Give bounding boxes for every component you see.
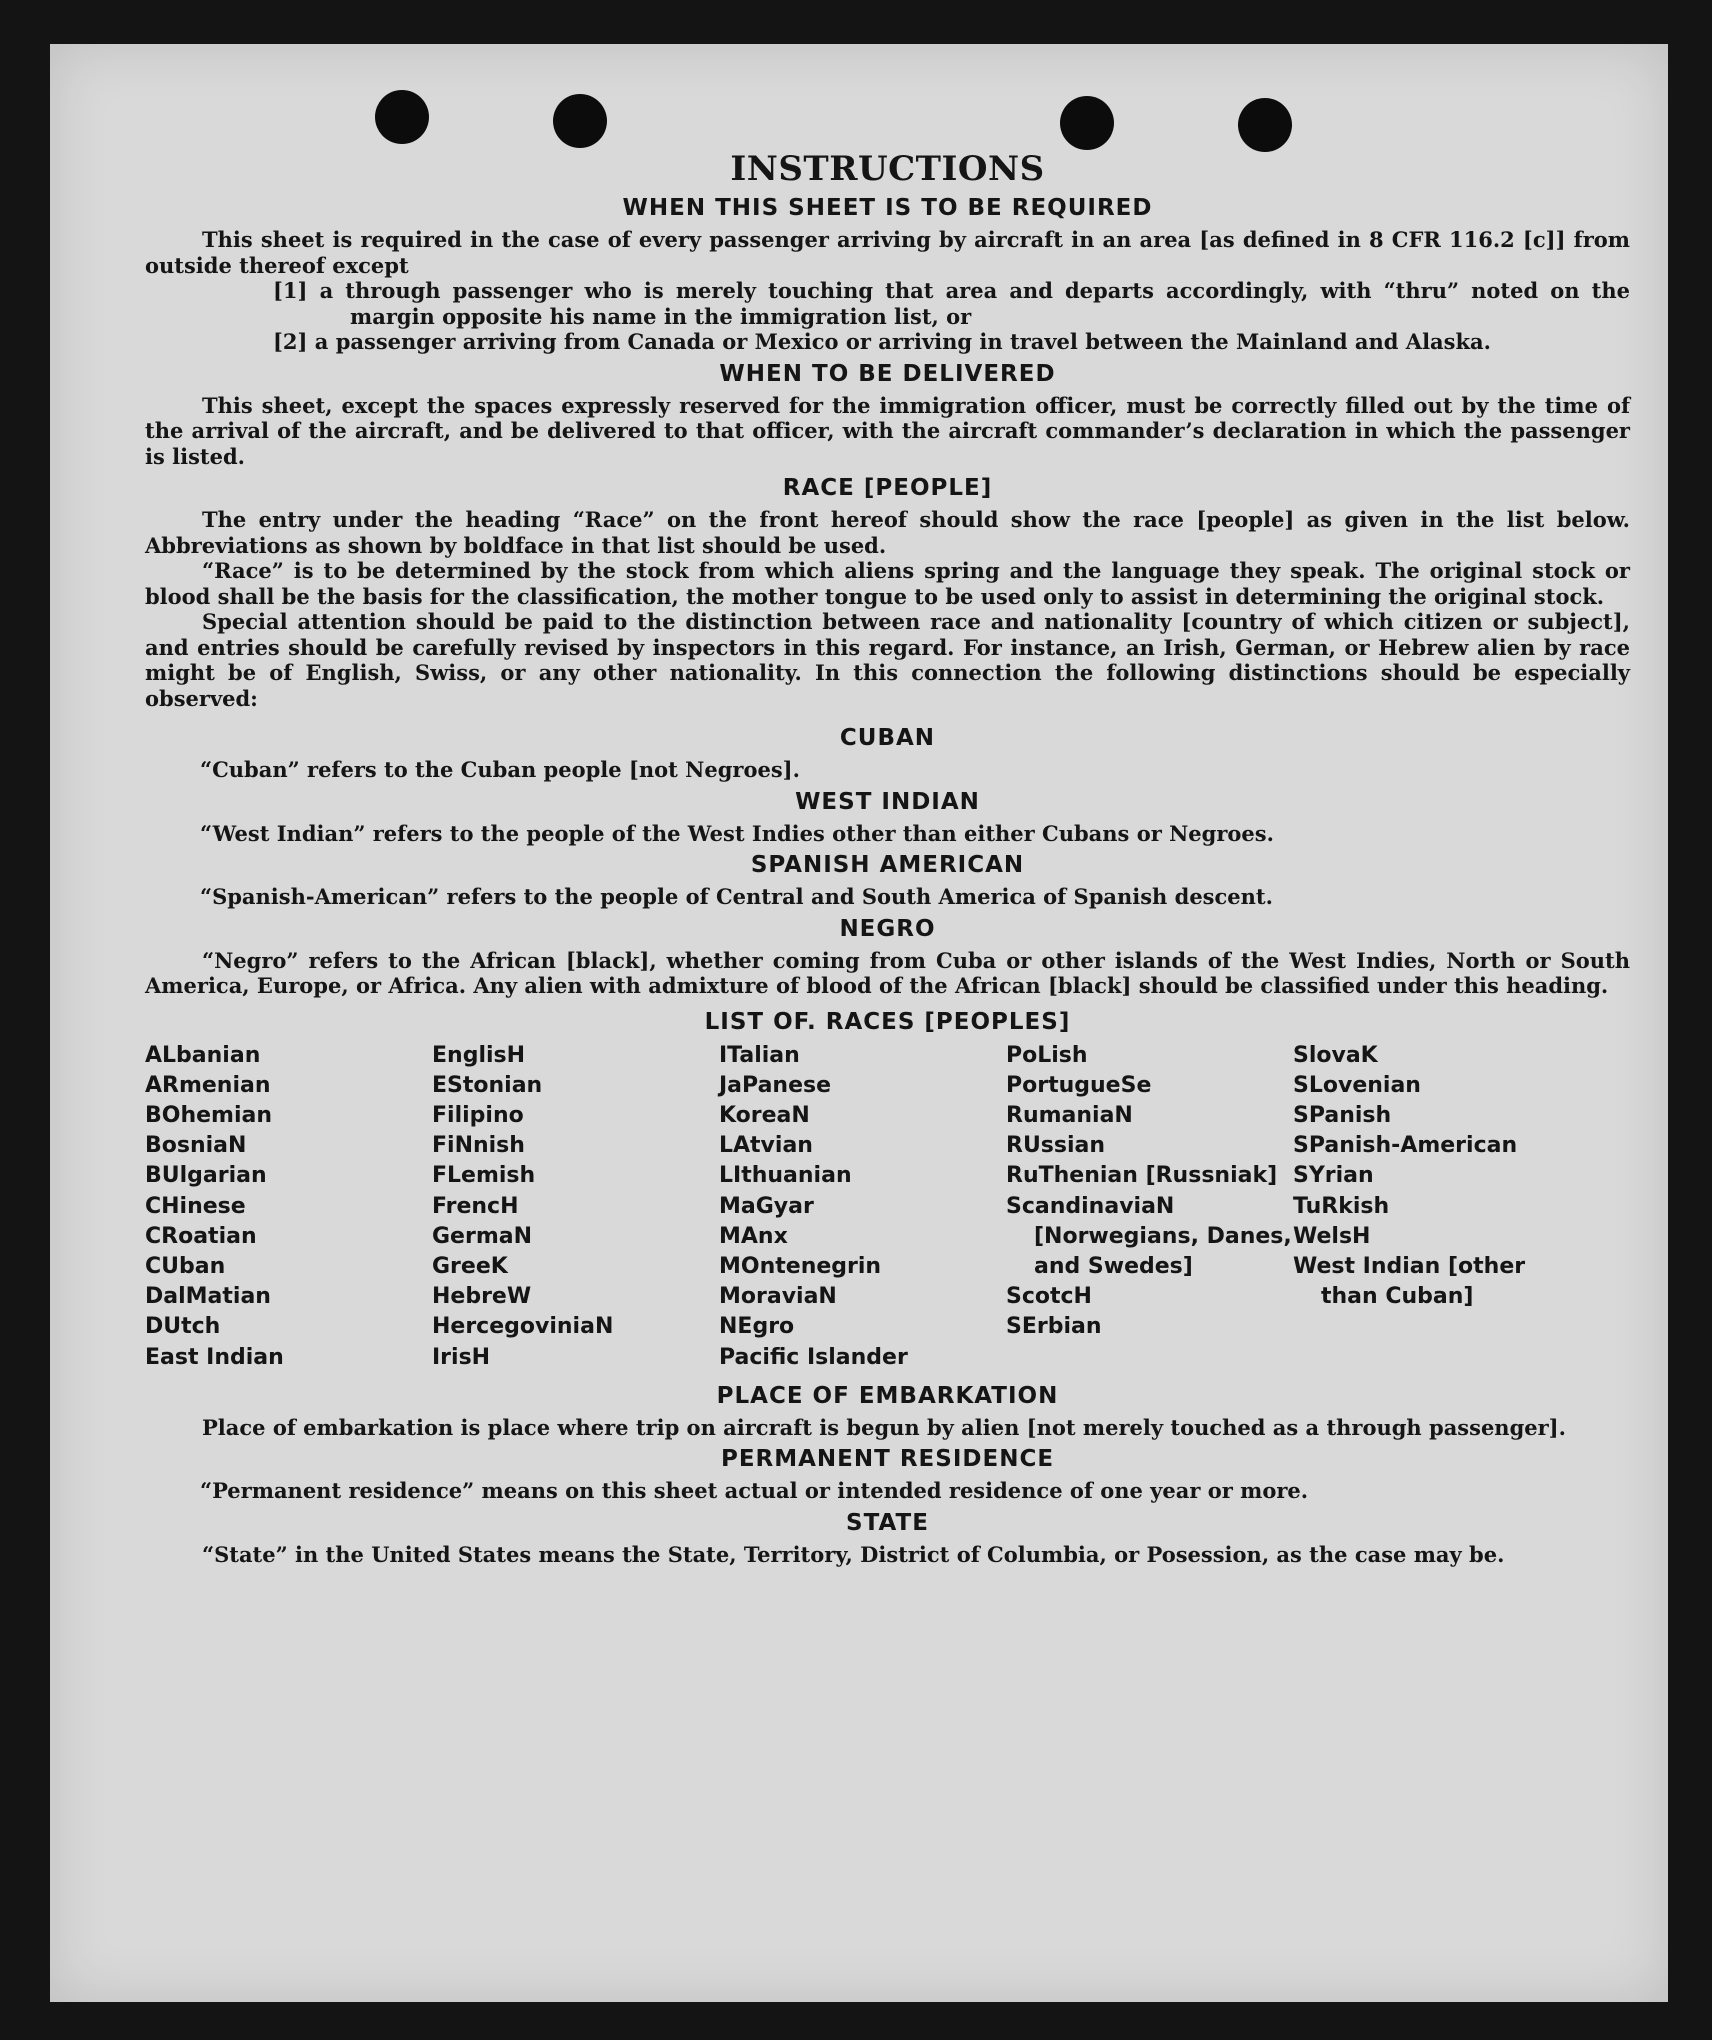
punch-hole: [1238, 98, 1292, 152]
races-column: [719, 1041, 1006, 1373]
race-entry: BUlgarian: [145, 1163, 267, 1189]
races-column: [432, 1041, 719, 1373]
race-entry: DUtch: [145, 1314, 221, 1340]
heading-list-of-races: LIST OF. RACES [PEOPLES]: [704, 1008, 1071, 1035]
race-entry: MaGyar: [719, 1193, 814, 1219]
race-entry: SlovaK: [1293, 1042, 1378, 1068]
heading-negro: NEGRO: [839, 915, 936, 942]
races-column: [145, 1041, 432, 1373]
heading-west-indian: WEST INDIAN: [795, 788, 980, 815]
heading-embarkation: PLACE OF EMBARKATION: [716, 1382, 1059, 1409]
race-entry: EStonian: [432, 1072, 543, 1098]
instructions-content: [145, 149, 1630, 1567]
race-entry: HebreW: [432, 1284, 532, 1310]
race-entry: MoraviaN: [719, 1284, 837, 1310]
race-entry: IrisH: [432, 1344, 491, 1370]
race-entry: ARmenian: [145, 1072, 271, 1098]
races-column: [1006, 1041, 1293, 1373]
race-entry: JaPanese: [719, 1072, 832, 1098]
race-entry: ScandinaviaN [Norwegians, Danes, and Swedes]: [1006, 1193, 1292, 1279]
heading-when-delivered: WHEN TO BE DELIVERED: [719, 360, 1056, 387]
race-paragraph: Special attention should be paid to the distinction between race and nationality [country of which citizen or subject], and entries should be carefully revised by inspectors in this regard. For instance, an Irish, German, or Hebrew alien by race might be of English, Swiss, or any other nationality. In this connection the following distinctions should be especially observed:: [145, 609, 1630, 711]
race-entry: PortugueSe: [1006, 1072, 1152, 1098]
race-entry: DalMatian: [145, 1284, 271, 1310]
race-entry: HercegoviniaN: [432, 1314, 614, 1340]
race-entry: West Indian [other than Cuban]: [1293, 1253, 1526, 1310]
race-entry: RuThenian [Russniak]: [1006, 1163, 1278, 1189]
race-entry: LIthuanian: [719, 1163, 852, 1189]
exception-item: [2] a passenger arriving from Canada or Mexico or arriving in travel between the Mainland and Alaska.: [273, 329, 1491, 354]
when-delivered-text: This sheet, except the spaces expressly reserved for the immigration officer, must be correctly filled out by the time of the arrival of the aircraft, and be delivered to that officer, with the aircraft commander’s declaration in which the passenger is listed.: [145, 392, 1630, 469]
race-entry: LAtvian: [719, 1133, 813, 1159]
race-entry: FLemish: [432, 1163, 536, 1189]
punch-hole: [1060, 96, 1114, 150]
race-entry: GreeK: [432, 1253, 508, 1279]
races-table: [145, 1041, 1630, 1373]
permanent-residence-text: “Permanent residence” means on this sheet actual or intended residence of one year or more.: [200, 1478, 1309, 1504]
race-entry: RUssian: [1006, 1133, 1106, 1159]
race-entry: East Indian: [145, 1344, 284, 1370]
heading-race: RACE [PEOPLE]: [782, 475, 993, 501]
page-title: INSTRUCTIONS: [730, 149, 1045, 189]
race-entry: FiNnish: [432, 1133, 525, 1159]
punch-hole: [375, 90, 429, 144]
exception-item: [1] a through passenger who is merely touching that area and departs accordingly, with “thru” noted on the margin opposite his name in the immigration list, or: [273, 278, 1630, 329]
race-entry: Filipino: [432, 1102, 524, 1128]
race-entry: WelsH: [1293, 1223, 1371, 1249]
race-entry: ScotcH: [1006, 1284, 1092, 1310]
race-entry: SErbian: [1006, 1314, 1102, 1340]
race-paragraph: The entry under the heading “Race” on the front hereof should show the race [people] as given in the list below. Abbreviations as shown by boldface in that list should be used.: [145, 507, 1630, 558]
race-entry: CUban: [145, 1253, 226, 1279]
race-entry: Pacific Islander: [719, 1344, 908, 1370]
cuban-text: “Cuban” refers to the Cuban people [not Negroes].: [200, 757, 800, 782]
race-entry: SLovenian: [1293, 1072, 1421, 1098]
race-entry: ALbanian: [145, 1042, 261, 1068]
exception-list: [145, 278, 1630, 355]
heading-state: STATE: [846, 1509, 929, 1536]
spanish-american-text: “Spanish-American” refers to the people of Central and South America of Spanish descent.: [200, 884, 1273, 909]
document-sheet: [50, 44, 1668, 2002]
races-column: [1293, 1041, 1580, 1373]
west-indian-text: “West Indian” refers to the people of the West Indies other than either Cubans or Negroes.: [200, 820, 1274, 846]
race-entry: EnglisH: [432, 1042, 526, 1068]
heading-when-required: WHEN THIS SHEET IS TO BE REQUIRED: [622, 195, 1153, 221]
race-entry: NEgro: [719, 1314, 795, 1340]
state-text: “State” in the United States means the State, Territory, District of Columbia, or Posession, as the case may be.: [202, 1541, 1505, 1567]
race-entry: GermaN: [432, 1223, 533, 1249]
race-entry: MAnx: [719, 1223, 788, 1249]
race-entry: FrencH: [432, 1193, 519, 1219]
race-entry: SPanish: [1293, 1102, 1392, 1128]
race-entry: RumaniaN: [1006, 1102, 1133, 1128]
race-entry: CHinese: [145, 1193, 246, 1219]
race-entry: SPanish-American: [1293, 1133, 1518, 1159]
heading-cuban: CUBAN: [839, 725, 936, 751]
race-entry: PoLish: [1006, 1042, 1088, 1068]
race-entry: KoreaN: [719, 1102, 810, 1128]
race-entry: BosniaN: [145, 1133, 247, 1159]
punch-hole: [553, 94, 607, 148]
race-paragraph: “Race” is to be determined by the stock from which aliens spring and the language they speak. The original stock or blood shall be the basis for the classification, the mother tongue to be used only to assist in determining the original stock.: [145, 558, 1630, 609]
when-required-intro: This sheet is required in the case of every passenger arriving by aircraft in an area [as defined in 8 CFR 116.2 [c]] from outside thereof except: [145, 227, 1630, 278]
race-entry: TuRkish: [1293, 1193, 1390, 1219]
heading-permanent-residence: PERMANENT RESIDENCE: [720, 1446, 1055, 1473]
race-entry: CRoatian: [145, 1223, 257, 1249]
negro-text: “Negro” refers to the African [black], whether coming from Cuba or other islands of the West Indies, North or South America, Europe, or Africa. Any alien with admixture of blood of the African [black] should be classified under this heading.: [145, 947, 1630, 998]
race-entry: ITalian: [719, 1042, 800, 1068]
race-entry: BOhemian: [145, 1102, 273, 1128]
race-entry: SYrian: [1293, 1163, 1374, 1189]
race-entry: MOntenegrin: [719, 1253, 882, 1279]
heading-spanish-american: SPANISH AMERICAN: [750, 852, 1025, 878]
embarkation-text: Place of embarkation is place where trip on aircraft is begun by alien [not merely touched as a through passenger].: [202, 1414, 1566, 1440]
